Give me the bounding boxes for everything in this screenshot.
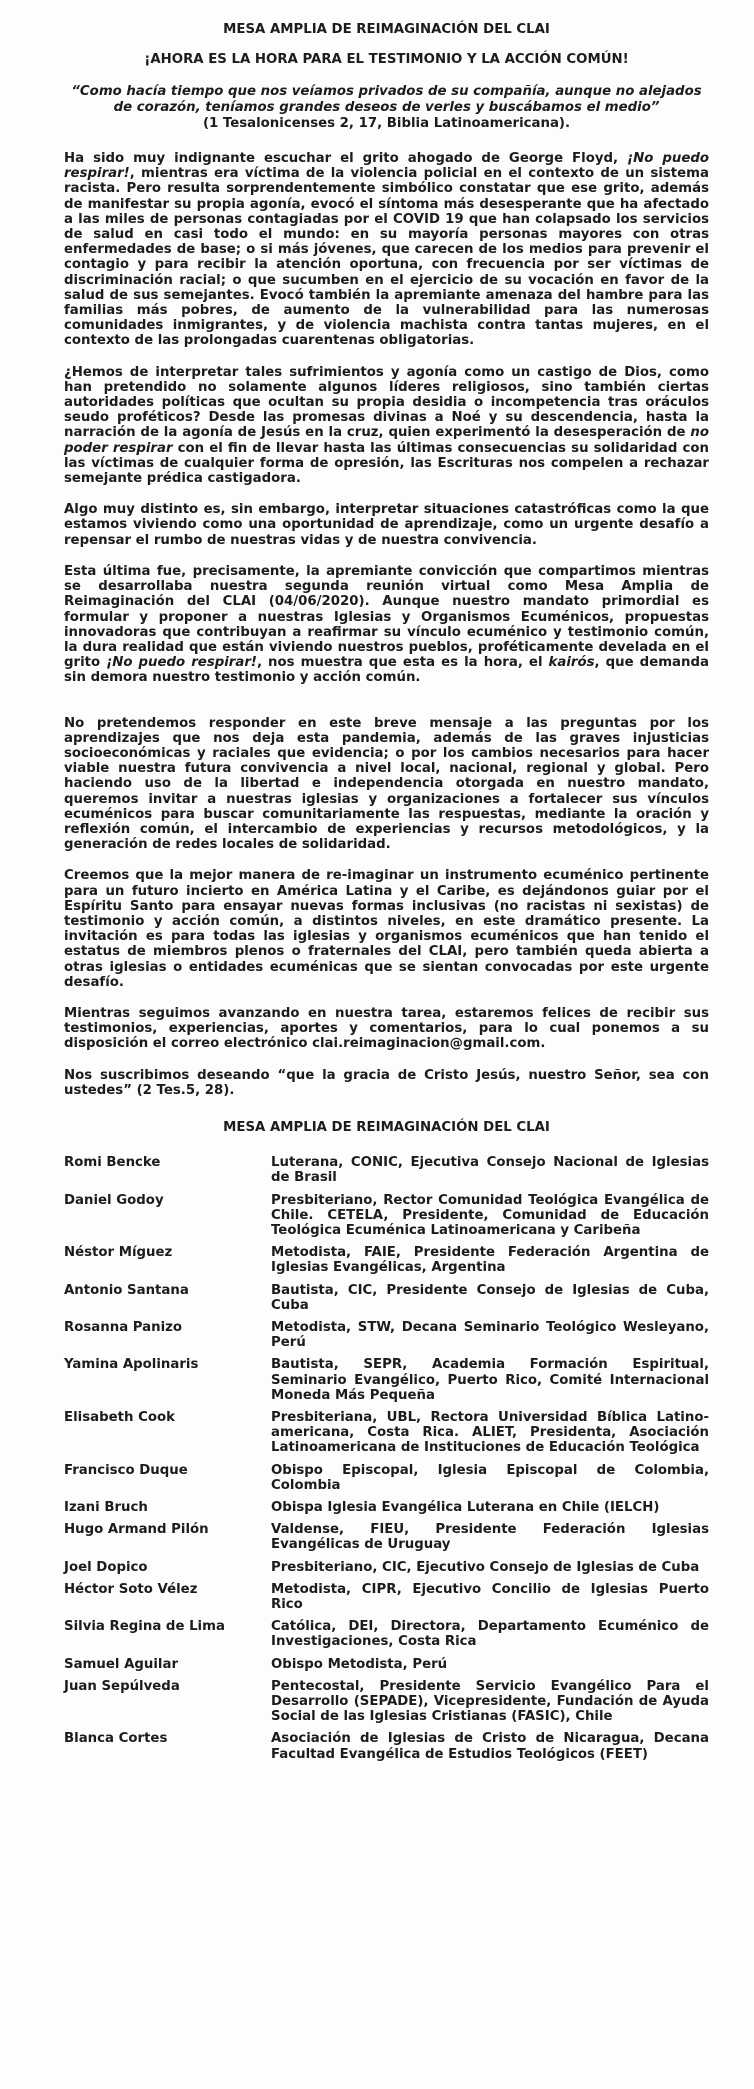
signatory-row: [64, 1283, 709, 1313]
signatory-name: Héctor Soto Vélez: [64, 1581, 198, 1597]
signatory-name: Antonio Santana: [64, 1282, 189, 1298]
paragraph-text: .: [540, 1036, 546, 1052]
signatory-row: [64, 1500, 709, 1515]
signatory-row: [64, 1245, 709, 1275]
signatory-name: Juan Sepúlveda: [64, 1678, 180, 1694]
document-subtitle: ¡AHORA ES LA HORA PARA EL TESTIMONIO Y LA ACCIÓN COMÚN!: [144, 52, 629, 68]
signatory-name: Yamina Apolinaris: [64, 1357, 199, 1373]
paragraph-text: Mientras seguimos avanzando en nuestra tarea, estaremos felices de recibir sus testimonios, experiencias, aportes y comentarios, para lo cual ponemos a su disposición el correo electrónico: [64, 1005, 709, 1052]
signatory-row: [64, 1193, 709, 1239]
signatory-description: Luterana, CONIC, Ejecutiva Consejo Nacional de Iglesias de Brasil: [271, 1155, 709, 1186]
signatory-description: Asociación de Iglesias de Cristo de Nicaragua, Decana Facultad Evangélica de Estudios Teológicos (FEET): [271, 1731, 709, 1762]
paragraph: [64, 502, 709, 548]
signatories-heading: MESA AMPLIA DE REIMAGINACIÓN DEL CLAI: [223, 1119, 550, 1135]
signatory-description: Bautista, SEPR, Academia Formación Espiritual, Seminario Evangélico, Puerto Rico, Comité Internacional Moneda Más Pequeña: [271, 1357, 709, 1403]
signatory-name: Samuel Aguilar: [64, 1656, 178, 1672]
document-title: MESA AMPLIA DE REIMAGINACIÓN DEL CLAI: [223, 22, 550, 37]
signatory-name: Izani Bruch: [64, 1500, 148, 1516]
signatory-description: Obispo Episcopal, Iglesia Episcopal de Colombia, Colombia: [271, 1462, 709, 1493]
signatory-name: Romi Bencke: [64, 1155, 161, 1171]
signatory-row: [64, 1731, 709, 1761]
paragraph-text: , nos muestra que esta es la hora, el: [256, 655, 549, 671]
signatory-row: [64, 1679, 709, 1725]
signatory-description: Presbiteriano, CIC, Ejecutivo Consejo de Iglesias de Cuba: [271, 1559, 700, 1575]
paragraph: [64, 564, 709, 686]
signatory-description: Presbiteriano, Rector Comunidad Teológica Evangélica de Chile. CETELA, Presidente, Comunidad de Educación Teológica Ecuménica Latinoamericana y Caribeña: [271, 1192, 709, 1238]
paragraph-text: con el fin de llevar hasta las últimas consecuencias su solidaridad con las víctimas de cualquier forma de opresión, las Escrituras nos compelen a rechazar semejante prédica castigadora.: [64, 440, 709, 487]
signatory-name: Joel Dopico: [64, 1559, 148, 1575]
paragraph-text: Nos suscribimos deseando “que la gracia de Cristo Jesús, nuestro Señor, sea con ustedes” (2 Tes.5, 28).: [64, 1067, 709, 1098]
paragraph: [64, 1006, 709, 1052]
paragraph: [64, 365, 709, 487]
kairos-emphasis: kairós: [548, 655, 595, 671]
signatory-description: Obispa Iglesia Evangélica Luterana en Chile (IELCH): [271, 1500, 660, 1516]
signatory-row: [64, 1582, 709, 1612]
epigraph-quote: “Como hacía tiempo que nos veíamos privados de su compañía, aunque no alejados de corazón, teníamos grandes deseos de verles y buscábamos el medio”: [71, 84, 702, 115]
signatory-row: [64, 1522, 709, 1552]
signatory-description: Presbiteriana, UBL, Rectora Universidad Bíblica Latino-americana, Costa Rica. ALIET, Presidenta, Asociación Latinoamericana de Instituciones de Educación Teológica: [271, 1410, 709, 1456]
signatory-description: Valdense, FIEU, Presidente Federación Iglesias Evangélicas de Uruguay: [271, 1522, 709, 1553]
signatory-name: Silvia Regina de Lima: [64, 1619, 225, 1635]
paragraph-text: , mientras era víctima de la violencia policial en el contexto de un sistema racista. Pero resulta sorprendentemente simbólico constatar que ese grito, además de manifestar su propia agonía, evocó el síntoma más desesperante que ha afectado a las miles de personas contagiadas por el COVID 19 que han colapsado los servicios de salud en casi todo el mundo: en su mayoría personas mayores con otras enfermedades de base; o si más jóvenes, que carecen de los medios para prevenir el contagio y para recibir la atención oportuna, con frecuencia por ser víctimas de discriminación racial; o que sucumben en el ejercicio de su vocación en favor de la salud de sus semejantes. Evocó también la apremiante amenaza del hambre para las familias más pobres, de aumento de la vulnerabilidad para las numerosas comunidades inmigrantes, y de violencia machista contra tantas mujeres, en el contexto de las prolongadas cuarentenas obligatorias.: [64, 166, 709, 349]
signatory-name: Néstor Míguez: [64, 1245, 173, 1261]
paragraph: [64, 1068, 709, 1098]
signatory-name: Francisco Duque: [64, 1462, 188, 1478]
paragraph-text: Esta última fue, precisamente, la apremiante convicción que compartimos mientras se desarrollaba nuestra segunda reunión virtual como Mesa Amplia de Reimaginación del CLAI (04/06/2020). Aunque nuestro mandato primordial es formular y proponer a nuestras Iglesias y Organismos Ecuménicos, propuestas innovadoras que contribuyan a reafirmar su vínculo ecuménico y testimonio común, la dura realidad que están viviendo nuestros pueblos, proféticamente develada en el grito: [64, 563, 709, 671]
paragraph: [64, 151, 709, 349]
signatory-description: Obispo Metodista, Perú: [271, 1656, 448, 1672]
signatory-row: [64, 1463, 709, 1493]
paragraph-text: ¿Hemos de interpretar tales sufrimientos y agonía como un castigo de Dios, como han pretendido no solamente algunos líderes religiosos, sino también ciertas autoridades políticas que ocultan su propia desidia o incompetencia tras oráculos seudo proféticos? Desde las promesas divinas a Noé y su descendencia, hasta la narración de la agonía de Jesús en la cruz, quien experimentó la desesperación de: [64, 364, 709, 441]
signatory-name: Daniel Godoy: [64, 1192, 164, 1208]
signatory-name: Blanca Cortes: [64, 1731, 168, 1747]
signatory-row: [64, 1619, 709, 1649]
signatory-row: [64, 1155, 709, 1185]
paragraph-text: Ha sido muy indignante escuchar el grito ahogado de George Floyd,: [64, 151, 628, 167]
signatory-description: Pentecostal, Presidente Servicio Evangélico Para el Desarrollo (SEPADE), Vicepresidente, Fundación de Ayuda Social de las Iglesias Cristianas (FASIC), Chile: [271, 1678, 709, 1725]
signatory-name: Elisabeth Cook: [64, 1410, 175, 1426]
signatory-name: Hugo Armand Pilón: [64, 1522, 209, 1538]
paragraph: [64, 716, 709, 853]
signatory-row: [64, 1320, 709, 1350]
signatory-description: Metodista, CIPR, Ejecutivo Concilio de Iglesias Puerto Rico: [271, 1581, 709, 1613]
no-puedo-respirar-emphasis: ¡No puedo respirar!: [106, 655, 257, 671]
signatory-name: Rosanna Panizo: [64, 1320, 183, 1336]
signatory-description: Bautista, CIC, Presidente Consejo de Iglesias de Cuba, Cuba: [271, 1282, 709, 1313]
signatory-description: Metodista, STW, Decana Seminario Teológico Wesleyano, Perú: [271, 1320, 709, 1351]
no-poder-respirar-emphasis: no poder respirar: [64, 425, 709, 456]
signatory-row: [64, 1410, 709, 1456]
no-puedo-respirar-emphasis: ¡No puedo respirar!: [64, 151, 709, 182]
paragraph-text: No pretendemos responder en este breve mensaje a las preguntas por los aprendizajes que nos deja esta pandemia, además de las graves injusticias socioeconómicas y raciales que evidencia; o por los cambios necesarios para hacer viable nuestra futura convivencia a nivel local, nacional, regional y global. Pero haciendo uso de la libertad e independencia otorgada en nuestro mandato, queremos invitar a nuestras iglesias y organizaciones a fortalecer sus vínculos ecuménicos para buscar comunitariamente las respuestas, mediante la oración y reflexión común, el intercambio de experiencias y recursos metodológicos, y la generación de redes locales de solidaridad.: [64, 715, 709, 853]
signatory-row: [64, 1657, 709, 1672]
signatory-description: Metodista, FAIE, Presidente Federación Argentina de Iglesias Evangélicas, Argentina: [271, 1245, 709, 1276]
signatories-list: [64, 1155, 709, 1762]
paragraph-text: , que demanda sin demora nuestro testimonio y acción común.: [64, 655, 709, 686]
email-address: clai.reimaginacion@gmail.com: [312, 1036, 541, 1052]
signatory-description: Católica, DEI, Directora, Departamento Ecuménico de Investigaciones, Costa Rica: [271, 1619, 709, 1650]
paragraph-text: Algo muy distinto es, sin embargo, interpretar situaciones catastróficas como la que estamos viviendo como una oportunidad de aprendizaje, como un urgente desafío a repensar el rumbo de nuestras vidas y de nuestra convivencia.: [64, 502, 709, 548]
signatory-row: [64, 1560, 709, 1575]
epigraph-citation: (1 Tesalonicenses 2, 17, Biblia Latinoamericana).: [202, 115, 571, 131]
paragraph: [64, 868, 709, 990]
signatory-row: [64, 1357, 709, 1403]
body-paragraphs: [64, 151, 709, 1098]
paragraph-text: Creemos que la mejor manera de re-imaginar un instrumento ecuménico pertinente para un futuro incierto en América Latina y el Caribe, es dejándonos guiar por el Espíritu Santo para ensayar nuevas formas inclusivas (no racistas ni sexistas) de testimonio y acción común, a distintos niveles, en este dramático presente. La invitación es para todas las iglesias y organismos ecuménicos que han tenido el estatus de miembros plenos o fraternales del CLAI, pero también queda abierta a otras iglesias o entidades ecuménicas que se sientan convocadas por este urgente desafío.: [64, 868, 709, 990]
